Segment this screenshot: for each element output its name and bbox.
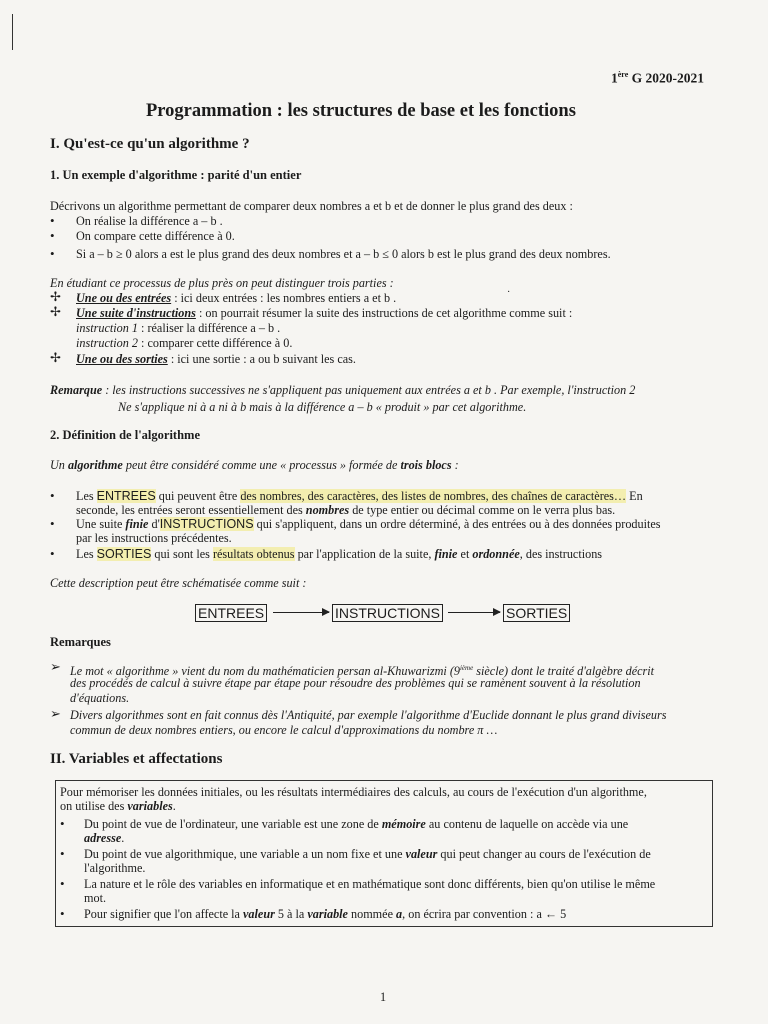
sub1-bullet-3: Si a – b ≥ 0 alors a est le plus grand des deux nombres et a – b ≤ 0 alors b est le plus grand des deux nombres. bbox=[76, 247, 611, 261]
var-bullet-1-line-2: adresse. bbox=[84, 831, 125, 845]
arrow-bullet-icon: ➢ bbox=[50, 706, 61, 721]
definition-line: Un algorithme peut être considéré comme une « processus » formée de trois blocs : bbox=[50, 458, 459, 472]
remark1-line-1: Le mot « algorithme » vient du nom du mathématicien persan al-Khuwarizmi (9ième siècle) dont le traité d'algèbre décrit bbox=[70, 664, 655, 679]
margin-line bbox=[12, 14, 13, 50]
stray-mark: · bbox=[507, 287, 511, 298]
page-title: Programmation : les structures de base et les fonctions bbox=[146, 101, 576, 121]
cross-bullet-icon: ✢ bbox=[50, 289, 61, 304]
instructions-line-2: par les instructions précédentes. bbox=[76, 531, 232, 545]
cross-bullet-icon: ✢ bbox=[50, 350, 61, 365]
flow-arrow-icon bbox=[448, 612, 500, 613]
entrees-line-2: seconde, les entrées seront essentiellement des nombres de type entier ou décimal comme on le verra plus bas. bbox=[76, 503, 616, 517]
remark1-line-3: d'équations. bbox=[70, 691, 130, 705]
var-bullet-3-line-1: La nature et le rôle des variables en informatique et en mathématique sont donc différents, bien qu'on utilise le même bbox=[84, 877, 656, 891]
sub2-heading: 2. Définition de l'algorithme bbox=[50, 428, 200, 442]
box-line-1: Pour mémoriser les données initiales, ou les résultats intermédiaires des calculs, au cours de l'exécution d'un algorithme, bbox=[60, 785, 647, 799]
remark-line-2: Ne s'applique ni à a ni à b mais à la différence a – b « produit » par cet algorithme. bbox=[118, 400, 527, 414]
sub1-intro: Décrivons un algorithme permettant de comparer deux nombres a et b et de donner le plus grand des deux : bbox=[50, 199, 573, 213]
var-bullet-2-line-2: l'algorithme. bbox=[84, 861, 146, 875]
sub1-bullet-1: On réalise la différence a – b . bbox=[76, 214, 223, 228]
var-bullet-1-line-1: Du point de vue de l'ordinateur, une variable est une zone de mémoire au contenu de laquelle on accède via une bbox=[84, 817, 629, 831]
remark2-line-1: Divers algorithmes sont en fait connus dès l'Antiquité, par exemple l'algorithme d'Euclide donnant le plus grand diviseurs bbox=[70, 708, 667, 722]
var-bullet-4: Pour signifier que l'on affecte la valeur 5 à la variable nommée a, on écrira par convention : a ← 5 bbox=[84, 907, 567, 921]
bullet-dot: • bbox=[60, 846, 65, 861]
part2-line: Une suite d'instructions : on pourrait résumer la suite des instructions de cet algorithme comme suit : bbox=[76, 306, 573, 320]
bullet-dot: • bbox=[50, 213, 55, 228]
cross-bullet-icon: ✢ bbox=[50, 304, 61, 319]
instructions-line-1: Une suite finie d'INSTRUCTIONS qui s'appliquent, dans un ordre déterminé, à des entrées ou à des données produites bbox=[76, 517, 661, 531]
section2-heading: II. Variables et affectations bbox=[50, 751, 223, 767]
bullet-dot: • bbox=[50, 246, 55, 261]
bullet-dot: • bbox=[60, 816, 65, 831]
bullet-dot: • bbox=[60, 906, 65, 921]
bullet-dot: • bbox=[60, 876, 65, 891]
flow-sorties-box: SORTIES bbox=[503, 604, 570, 622]
bullet-dot: • bbox=[50, 488, 55, 503]
remark-line-1: Remarque : les instructions successives ne s'appliquent pas uniquement aux entrées a et b . Par exemple, l'instruction 2 bbox=[50, 383, 636, 397]
bullet-dot: • bbox=[50, 516, 55, 531]
bullet-dot: • bbox=[50, 228, 55, 243]
flow-instructions-box: INSTRUCTIONS bbox=[332, 604, 443, 622]
page-number: 1 bbox=[380, 990, 387, 1004]
flow-entrees-box: ENTREES bbox=[195, 604, 267, 622]
part3-line: Une ou des sorties : ici une sortie : a ou b suivant les cas. bbox=[76, 352, 356, 366]
instr2-line: instruction 2 : comparer cette différence à 0. bbox=[76, 336, 293, 350]
sub1-heading: 1. Un exemple d'algorithme : parité d'un entier bbox=[50, 168, 302, 182]
remark1-line-2: des procédés de calcul à suivre étape par étape pour résoudre des problèmes qui se ramènent souvent à la résolution bbox=[70, 676, 641, 690]
flow-arrow-icon bbox=[273, 612, 329, 613]
var-bullet-3-line-2: mot. bbox=[84, 891, 107, 905]
sorties-line: Les SORTIES qui sont les résultats obtenus par l'application de la suite, finie et ordonnée, des instructions bbox=[76, 547, 603, 561]
class-label: 1ère G 2020-2021 bbox=[611, 70, 705, 86]
box-line-2: on utilise des variables. bbox=[60, 799, 176, 813]
instr1-line: instruction 1 : réaliser la différence a – b . bbox=[76, 321, 281, 335]
part1-line: Une ou des entrées : ici deux entrées : les nombres entiers a et b . bbox=[76, 291, 397, 305]
section1-heading: I. Qu'est-ce qu'un algorithme ? bbox=[50, 136, 250, 152]
bullet-dot: • bbox=[50, 546, 55, 561]
arrow-bullet-icon: ➢ bbox=[50, 659, 61, 674]
remark2-line-2: commun de deux nombres entiers, ou encore le calcul d'approximations du nombre π … bbox=[70, 723, 498, 737]
var-bullet-2-line-1: Du point de vue algorithmique, une variable a un nom fixe et une valeur qui peut changer au cours de l'exécution de bbox=[84, 847, 651, 861]
schema-intro: Cette description peut être schématisée comme suit : bbox=[50, 576, 307, 590]
entrees-line-1: Les ENTREES qui peuvent être des nombres, des caractères, des listes de nombres, des chaînes de caractères… En bbox=[76, 489, 643, 503]
parts-intro: En étudiant ce processus de plus près on peut distinguer trois parties : bbox=[50, 276, 394, 290]
sub1-bullet-2: On compare cette différence à 0. bbox=[76, 229, 235, 243]
remarques-heading: Remarques bbox=[50, 635, 111, 649]
